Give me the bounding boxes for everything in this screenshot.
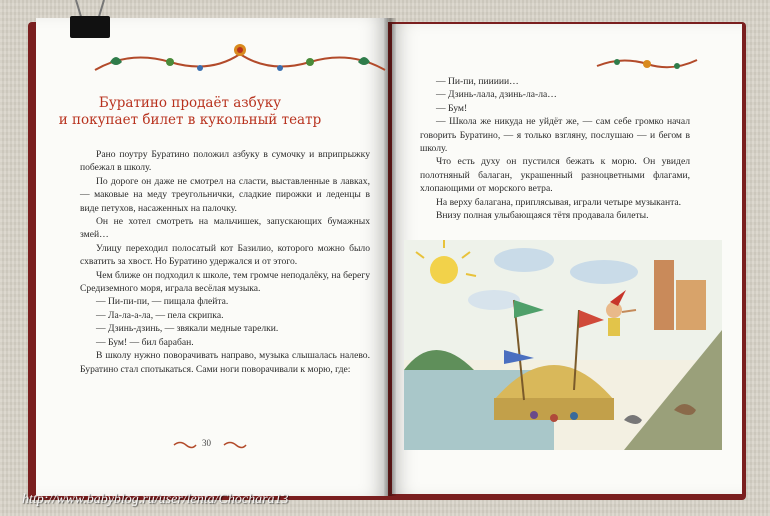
paragraph: Он не хотел смотреть на мальчишек, запускающих бумажных змей… (80, 216, 370, 241)
floral-ornament-icon (90, 40, 390, 90)
right-page-text (420, 75, 690, 222)
paragraph: На верху балагана, приплясывая, играли четыре музыканта. (436, 196, 682, 208)
paragraph: По дороге он даже не смотрел на сласти, выставленные в лавках, — маковые на меду треугольнички, сладкие пирожки и леденцы в виде петухов, насаженных на палочку. (80, 175, 370, 214)
paragraph: В школу нужно поворачивать направо, музыка слышалась налево. Буратино стал спотыкаться. Сами ноги поворачивали к морю, где: (80, 350, 370, 375)
chapter-title-line1: Буратино продаёт азбуку (98, 95, 282, 111)
chapter-title-line2: и покупает билет в кукольный театр (58, 112, 322, 128)
binder-clip-icon (68, 0, 114, 38)
floral-ornament-icon (172, 440, 198, 450)
paragraph: Что есть духу он пустился бежать к морю. Он увидел полотняный балаган, украшенный разноцветными флагами, хлопающими от морского ветра. (420, 156, 690, 195)
paragraph: Рано поутру Буратино положил азбуку в сумочку и вприпрыжку побежал в школу. (80, 149, 370, 174)
paragraph: — Дзинь-лала, дзинь-ла-ла… (436, 89, 557, 101)
theatre-booth-illustration (404, 240, 722, 450)
paragraph: — Школа же никуда не уйдёт же, — сам себе громко начал говорить Буратино, — я только взгляну, послушаю — и бегом в школу. (420, 116, 690, 155)
paragraph: Улицу переходил полосатый кот Базилио, которого можно было схватить за хвост. Но Буратино удержался и от этого. (80, 242, 370, 268)
floral-ornament-icon (222, 440, 248, 450)
paragraph: — Пи-пи-пи, — пищала флейта. (96, 296, 229, 308)
paragraph: Чем ближе он подходил к школе, тем громче неподалёку, на берегу Средиземного моря, играла весёлая музыка. (80, 269, 370, 295)
page-number: 30 (202, 438, 211, 448)
chapter-title (40, 95, 340, 129)
paragraph: — Пи-пи, пиииии… (436, 76, 519, 87)
floral-ornament-icon (592, 52, 702, 76)
paragraph: — Ла-ла-а-ла, — пела скрипка. (96, 309, 224, 321)
paragraph: — Бум! (436, 102, 468, 114)
paragraph: — Бум! — бил барабан. (96, 336, 194, 348)
paragraph: — Дзинь-дзинь, — звякали медные тарелки. (96, 323, 279, 335)
watermark-url: http://www.babyblog.ru/user/lenta/Chochara13 (22, 492, 289, 507)
paragraph: Внизу полная улыбающаяся тётя продавала билеты. (436, 210, 649, 222)
left-page-text (80, 148, 370, 376)
